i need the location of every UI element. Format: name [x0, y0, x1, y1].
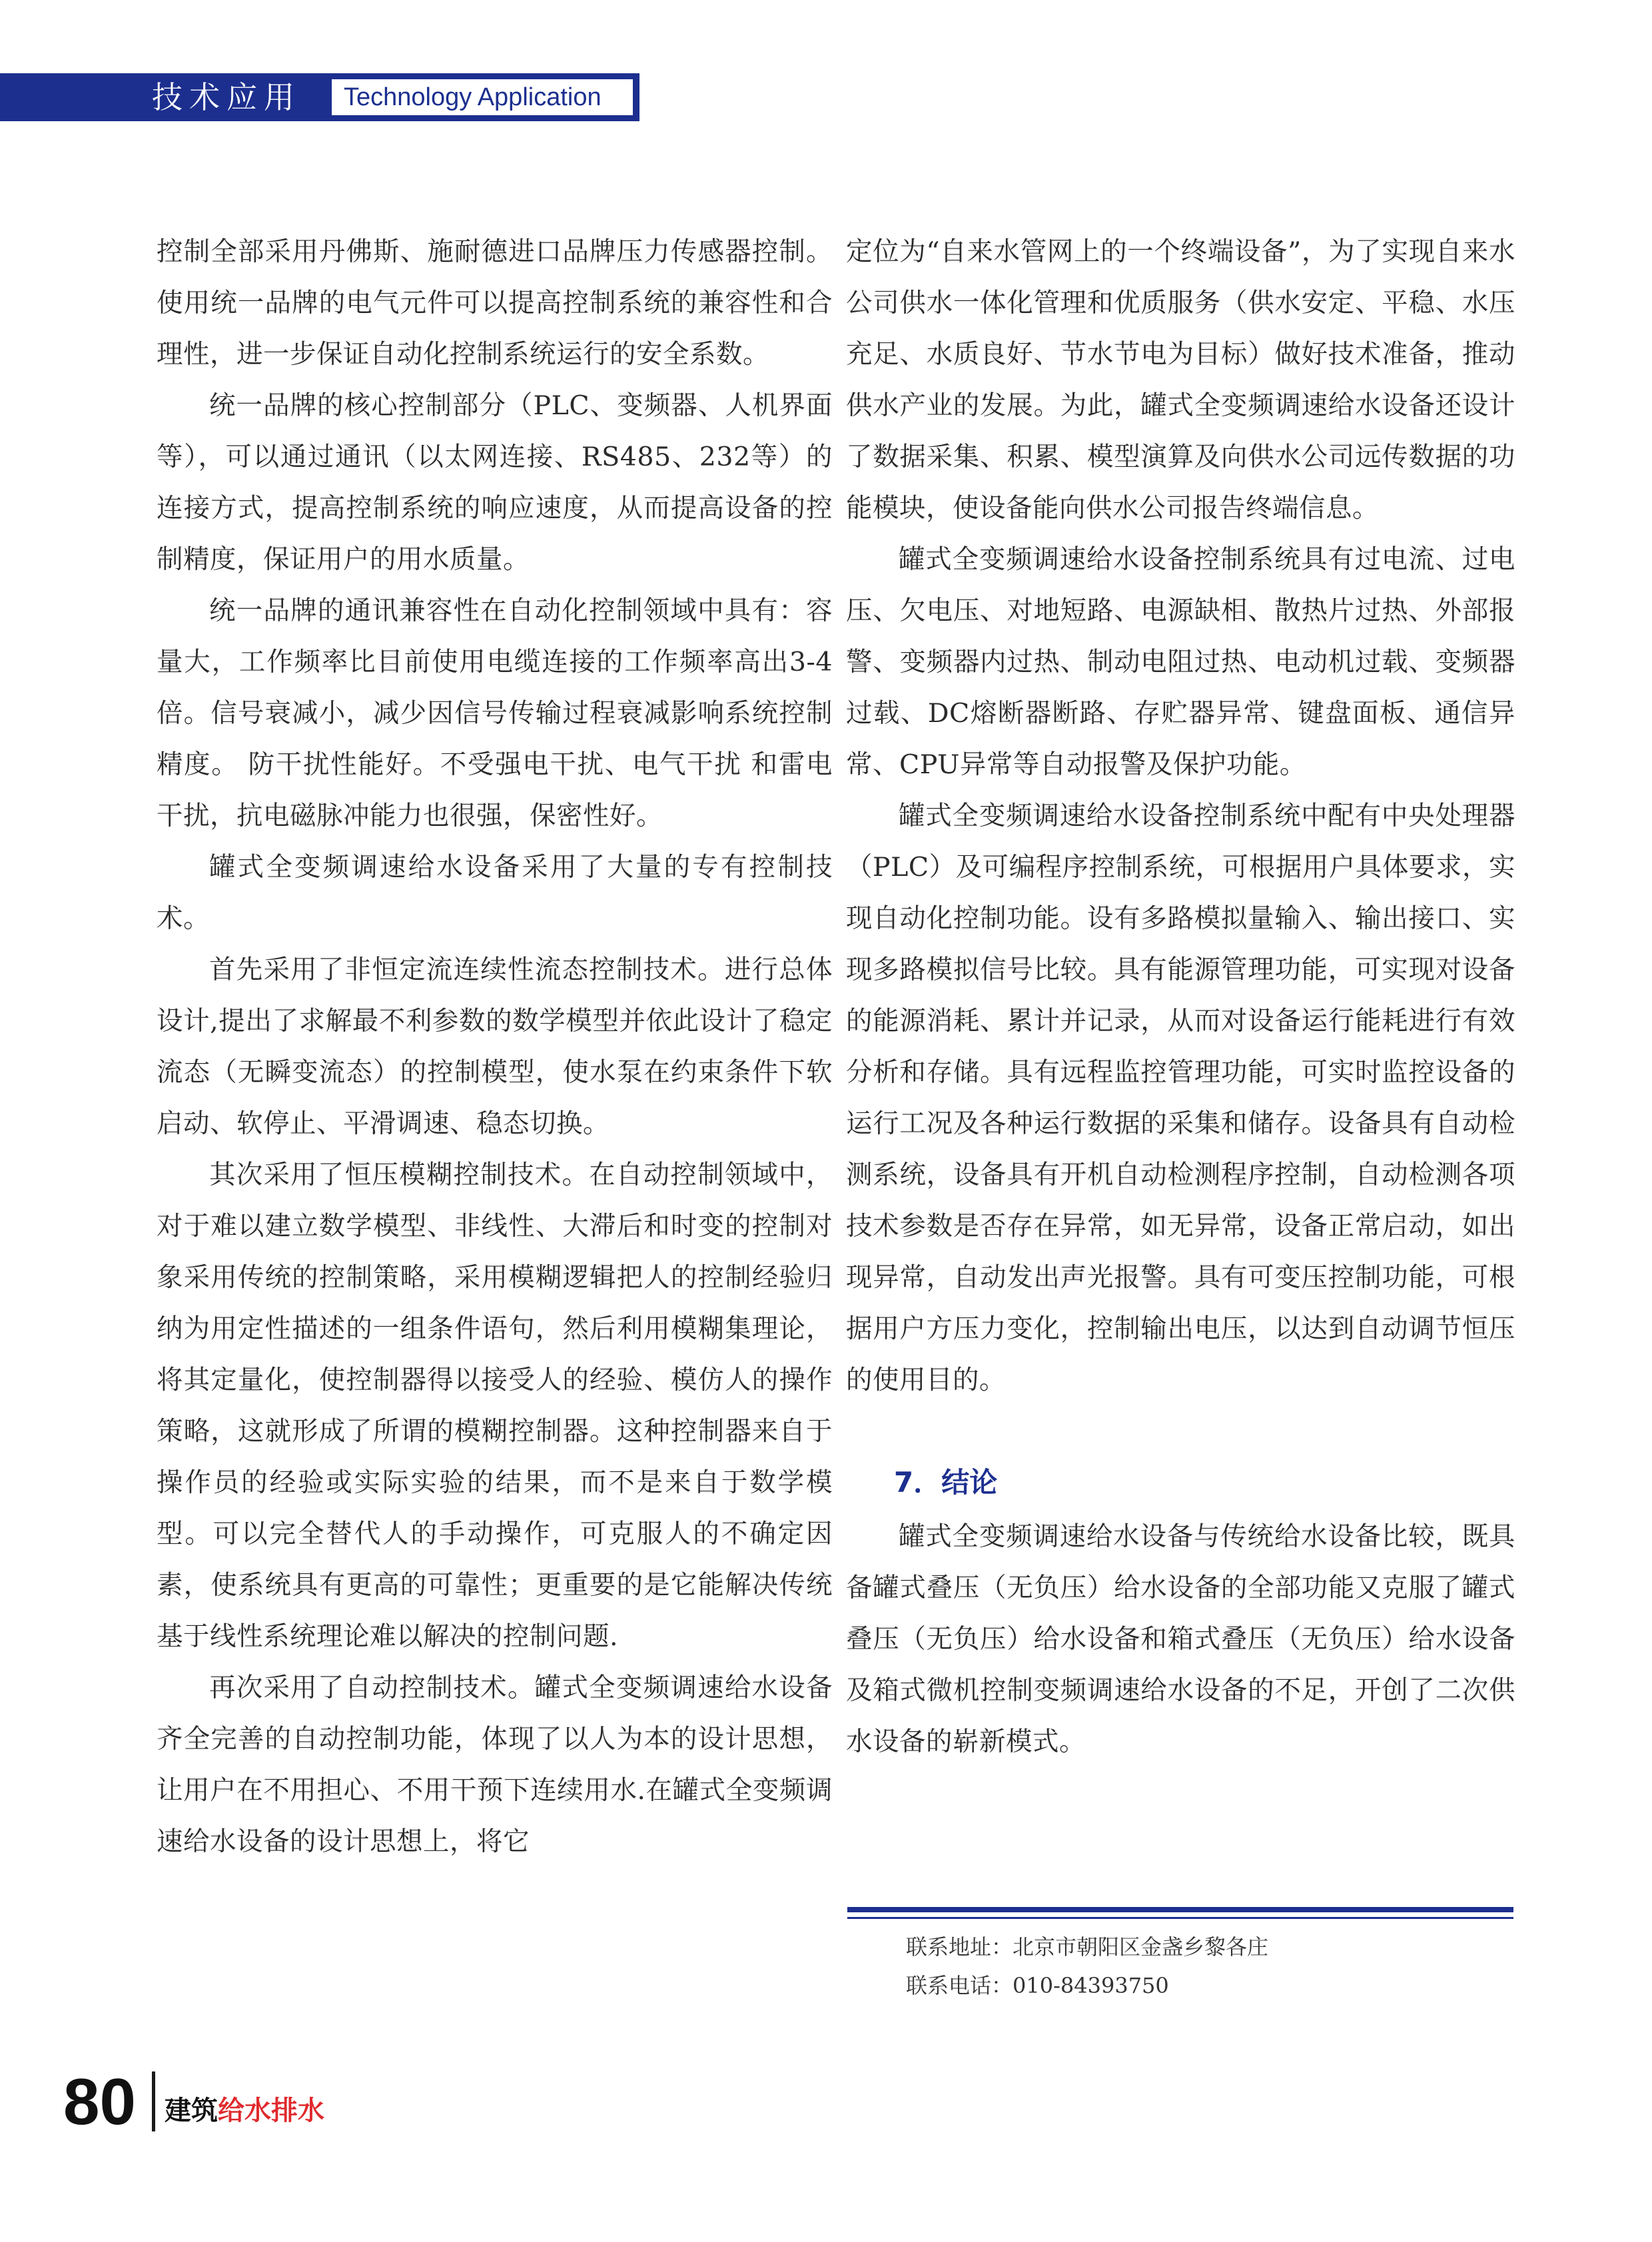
paragraph: 罐式全变频调速给水设备采用了大量的专有控制技术。	[157, 852, 833, 934]
paragraph: 罐式全变频调速给水设备与传统给水设备比较，既具备罐式叠压（无负压）给水设备的全部功能又克服了罐式叠压（无负压）给水设备和箱式叠压（无负压）给水设备及箱式微机控制变频调速给水设备的不足，开创了二次供水设备的崭新模式。	[846, 1521, 1515, 1757]
paragraph: 再次采用了自动控制技术。罐式全变频调速给水设备齐全完善的自动控制功能，体现了以人为本的设计思想，让用户在不用担心、不用干预下连续用水.在罐式全变频调速给水设备的设计思想上，将它	[157, 1673, 833, 1857]
contact-address: 联系地址：北京市朝阳区金盏乡黎各庄	[906, 1934, 1269, 1960]
paragraph: 统一品牌的核心控制部分（PLC、变频器、人机界面等），可以通过通讯（以太网连接、RS485、232等）的连接方式，提高控制系统的响应速度，从而提高设备的控制精度，保证用户的用水质量。	[157, 390, 833, 575]
divider-rule	[847, 1917, 1513, 1919]
paragraph: 罐式全变频调速给水设备控制系统中配有中央处理器（PLC）及可编程序控制系统，可根据用户具体要求，实现自动化控制功能。设有多路模拟量输入、输出接口、实现多路模拟信号比较。具有能源管理功能，可实现对设备的能源消耗、累计并记录，从而对设备运行能耗进行有效分析和存储。具有远程监控管理功能，可实时监控设备的运行工况及各种运行数据的采集和储存。设备具有自动检测系统，设备具有开机自动检测程序控制，自动检测各项技术参数是否存在异常，如无异常，设备正常启动，如出现异常，自动发出声光报警。具有可变压控制功能，可根据用户方压力变化，控制输出电压，以达到自动调节恒压的使用目的。	[846, 801, 1515, 1395]
contact-phone: 联系电话：010-84393750	[906, 1973, 1169, 1998]
page-number: 80	[63, 2065, 137, 2138]
paragraph: 其次采用了恒压模糊控制技术。在自动控制领域中，对于难以建立数学模型、非线性、大滞后和时变的控制对象采用传统的控制策略，采用模糊逻辑把人的控制经验归纳为用定性描述的一组条件语句，然后利用模糊集理论，将其定量化，使控制器得以接受人的经验、模仿人的操作策略，这就形成了所谓的模糊控制器。这种控制器来自于操作员的经验或实际实验的结果，而不是来自于数学模型。可以完全替代人的手动操作，可克服人的不确定因素，使系统具有更高的可靠性；更重要的是它能解决传统基于线性系统理论难以解决的控制问题.	[157, 1160, 833, 1652]
section-label-en-box	[330, 77, 635, 117]
section-label-en: Technology Application	[344, 83, 602, 111]
journal-name-part: 建筑	[165, 2095, 218, 2126]
footer-divider	[152, 2071, 155, 2131]
section-heading-conclusion: 7．结论	[894, 1466, 998, 1499]
paragraph: 控制全部采用丹佛斯、施耐德进口品牌压力传感器控制。使用统一品牌的电气元件可以提高控制系统的兼容性和合理性，进一步保证自动化控制系统运行的安全系数。	[157, 236, 833, 370]
left-column	[157, 226, 833, 1868]
journal-name	[165, 2095, 324, 2127]
right-column	[846, 226, 1515, 1768]
section-label-cn: 技术应用	[152, 79, 301, 115]
paragraph: 统一品牌的通讯兼容性在自动化控制领域中具有：容量大，工作频率比目前使用电缆连接的工作频率高出3-4倍。信号衰减小，减少因信号传输过程衰减影响系统控制精度。 防干扰性能好。不受强电干扰、电气干扰 和雷电干扰，抗电磁脉冲能力也很强，保密性好。	[157, 595, 833, 831]
paragraph: 首先采用了非恒定流连续性流态控制技术。进行总体设计,提出了求解最不利参数的数学模型并依此设计了稳定流态（无瞬变流态）的控制模型，使水泵在约束条件下软启动、软停止、平滑调速、稳态切换。	[157, 954, 833, 1139]
paragraph: 定位为“自来水管网上的一个终端设备”，为了实现自来水公司供水一体化管理和优质服务（供水安定、平稳、水压充足、水质良好、节水节电为目标）做好技术准备，推动供水产业的发展。为此，罐式全变频调速给水设备还设计了数据采集、积累、模型演算及向供水公司远传数据的功能模块，使设备能向供水公司报告终端信息。	[846, 236, 1515, 524]
divider-rule	[847, 1907, 1513, 1912]
paragraph: 罐式全变频调速给水设备控制系统具有过电流、过电压、欠电压、对地短路、电源缺相、散热片过热、外部报警、变频器内过热、制动电阻过热、电动机过载、变频器过载、DC熔断器断路、存贮器异常、键盘面板、通信异常、CPU异常等自动报警及保护功能。	[846, 544, 1515, 780]
journal-name-part: 给水排水	[218, 2095, 324, 2126]
section-spacer	[846, 1406, 1515, 1454]
